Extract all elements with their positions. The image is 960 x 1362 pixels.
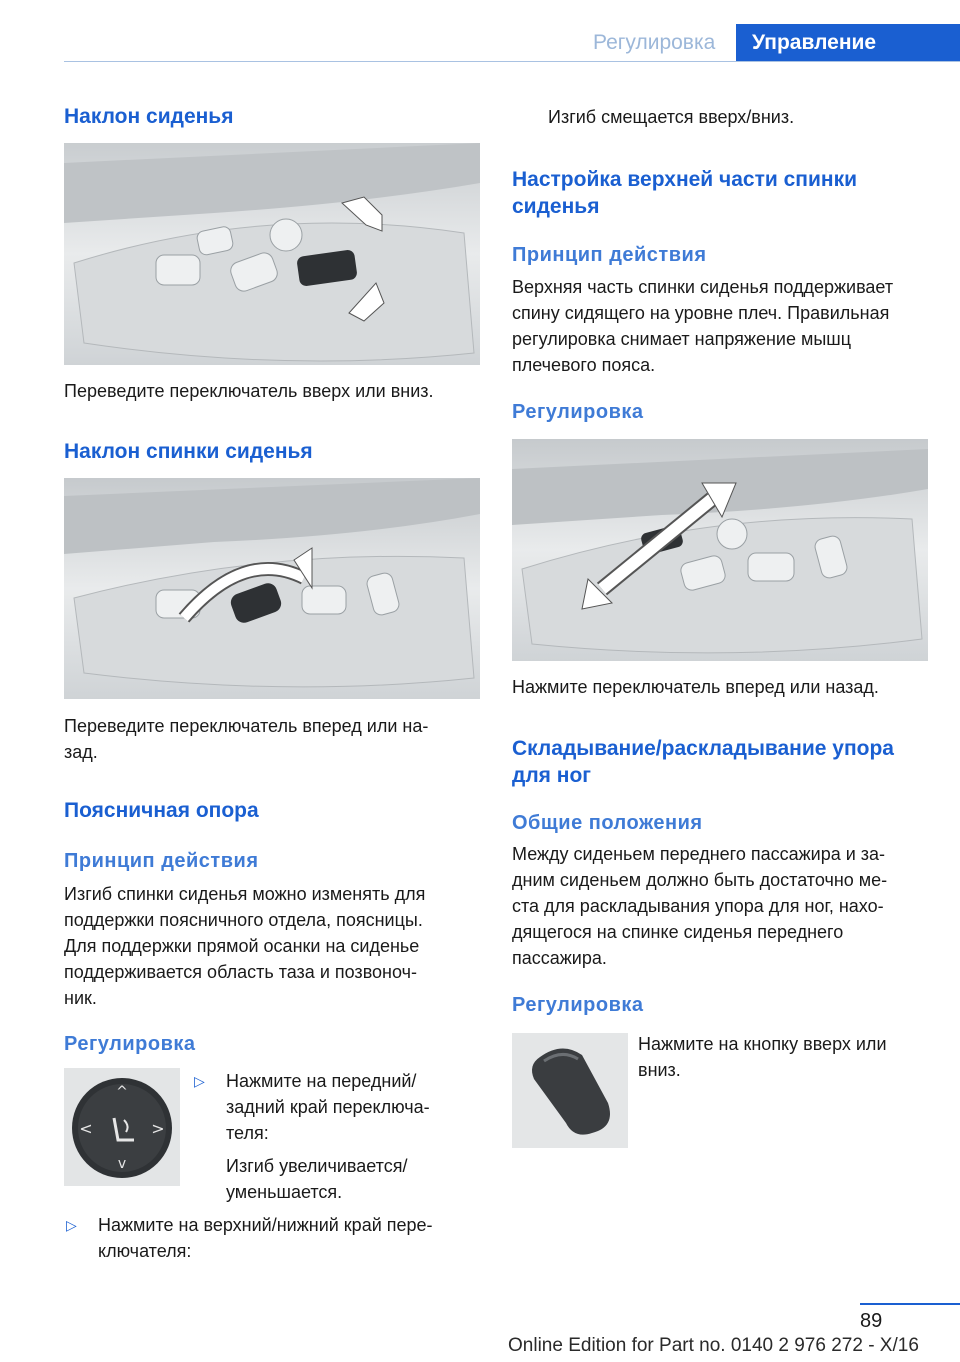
general-text-line-1: Между сиденьем переднего пассажира и за-: [512, 844, 886, 864]
bullet1-line-2: задний край переключа-: [226, 1097, 430, 1117]
bullet1-line-1: Нажмите на передний/: [226, 1071, 417, 1091]
caption-backrest-tilt-2: зад.: [64, 742, 98, 762]
heading-backrest-tilt: Наклон спинки сиденья: [64, 440, 313, 463]
upper-text-line-2: спину сидящего на уровне плеч. Правильная: [512, 303, 890, 323]
svg-text:>: >: [151, 1119, 165, 1138]
header-divider: [64, 61, 960, 62]
photo-backrest-tilt-switch: [64, 478, 480, 699]
page-number: 89: [860, 1310, 883, 1332]
header-tab-adjustment[interactable]: Регулировка: [593, 31, 716, 54]
subheading-principle-right: Принцип действия: [512, 244, 707, 266]
heading-footrest-2: для ног: [512, 764, 592, 787]
svg-text:^: ^: [116, 1084, 128, 1100]
svg-text:<: <: [79, 1119, 93, 1138]
bullet-marker-2: ▷: [66, 1217, 77, 1233]
lumbar-text-line-5: ник.: [64, 988, 97, 1008]
page-number-divider: [860, 1303, 960, 1305]
bullet2-line-2: ключателя:: [98, 1241, 192, 1261]
photo-lumbar-switch: [64, 1068, 180, 1186]
lumbar-text-line-3: Для поддержки прямой осанки на сиденье: [64, 936, 420, 956]
photo-upper-backrest-switch: [512, 439, 928, 661]
subheading-general: Общие положения: [512, 812, 703, 834]
heading-upper-backrest-2: сиденья: [512, 195, 600, 218]
caption-upper-backrest: Нажмите переключатель вперед или назад.: [512, 677, 879, 697]
footrest-text-line-2: вниз.: [638, 1060, 681, 1080]
lumbar-text-line-1: Изгиб спинки сиденья можно изменять для: [64, 884, 426, 904]
continued-text: Изгиб смещается вверх/вниз.: [548, 107, 795, 127]
bullet2-line-1: Нажмите на верхний/нижний край пере-: [98, 1215, 433, 1235]
upper-text-line-4: плечевого пояса.: [512, 355, 656, 375]
upper-text-line-3: регулировка снимает напряжение мышц: [512, 329, 852, 349]
caption-seat-tilt: Переведите переключатель вверх или вниз.: [64, 381, 434, 401]
subheading-adjustment-left: Регулировка: [64, 1033, 196, 1055]
general-text-line-3: ста для раскладывания упора для ног, нахо-: [512, 896, 884, 916]
heading-footrest-1: Складывание/раскладывание упора: [512, 737, 894, 760]
bullet1-line-3: теля:: [226, 1123, 269, 1143]
svg-text:v: v: [117, 1156, 127, 1172]
footer-edition: Online Edition for Part no. 0140 2 976 272 - X/16: [508, 1335, 919, 1356]
photo-seat-tilt-switch: [64, 143, 480, 365]
bullet1-sub-line-2: уменьшается.: [226, 1182, 343, 1202]
caption-backrest-tilt-1: Переведите переключатель вперед или на-: [64, 716, 429, 736]
heading-seat-tilt: Наклон сиденья: [64, 105, 234, 128]
general-text-line-5: пассажира.: [512, 948, 607, 968]
bullet-marker-1: ▷: [194, 1073, 205, 1089]
lumbar-text-line-4: поддерживается область таза и позвоноч-: [64, 962, 417, 982]
photo-footrest-button: [512, 1033, 628, 1148]
general-text-line-4: дящегося на спинке сиденья переднего: [512, 922, 844, 942]
header-tab-controls[interactable]: Управление: [736, 24, 960, 62]
bullet1-sub-line-1: Изгиб увеличивается/: [226, 1156, 408, 1176]
subheading-adjustment-right: Регулировка: [512, 401, 644, 423]
general-text-line-2: дним сиденьем должно быть достаточно ме-: [512, 870, 888, 890]
heading-upper-backrest-1: Настройка верхней части спинки: [512, 168, 858, 191]
subheading-principle-left: Принцип действия: [64, 850, 259, 872]
upper-text-line-1: Верхняя часть спинки сиденья поддерживает: [512, 277, 894, 297]
subheading-adjustment-right-2: Регулировка: [512, 994, 644, 1016]
heading-lumbar-support: Поясничная опора: [64, 799, 259, 822]
lumbar-text-line-2: поддержки поясничного отдела, поясницы.: [64, 910, 423, 930]
footrest-text-line-1: Нажмите на кнопку вверх или: [638, 1034, 887, 1054]
